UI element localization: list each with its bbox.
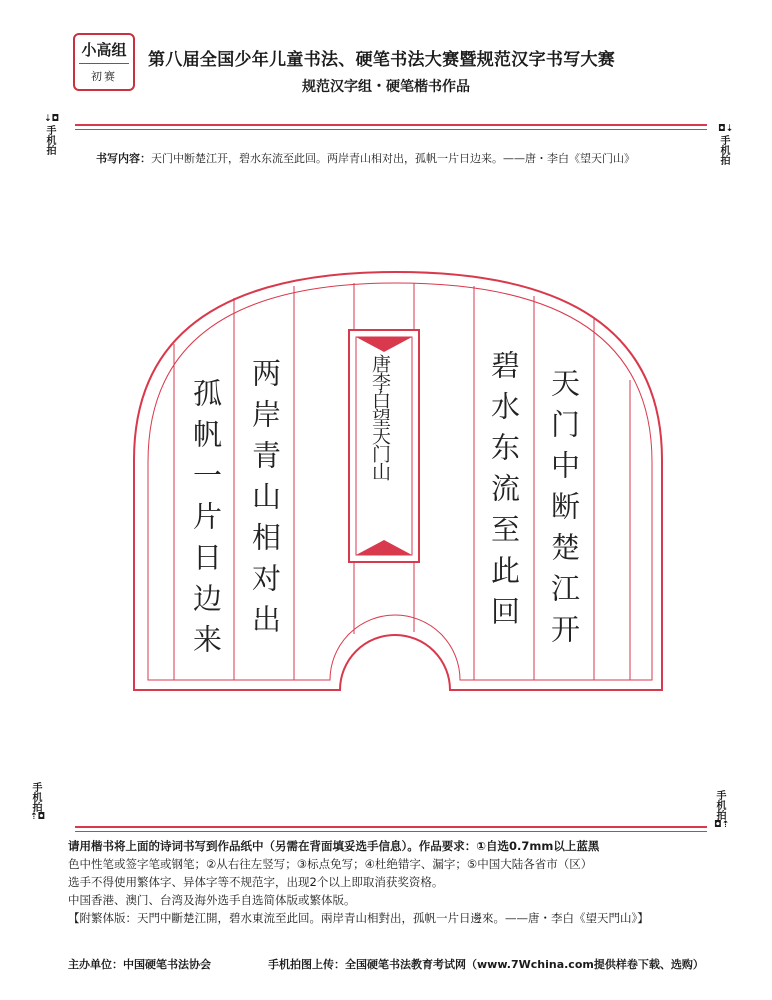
instructions-line-3: 选手不得使用繁体字、异体字等不规范字，出现2个以上即取消获奖资格。 — [68, 875, 444, 889]
camera-icon: ◘⇣ — [718, 124, 734, 134]
instructions-line-2: 色中性笔或签字笔或钢笔；②从右往左竖写；③标点免写；④杜绝错字、漏字；⑤中国大陆各省市（区） — [68, 857, 593, 871]
camera-icon: ⇣◘ — [44, 114, 60, 124]
content-text: 天门中断楚江开，碧水东流至此回。两岸青山相对出，孤帆一片日边来。——唐・李白《望天门山》 — [151, 152, 635, 165]
page-subtitle: 规范汉字组・硬笔楷书作品 — [302, 79, 470, 95]
instructions-line-4: 中国香港、澳门、台湾及海外选手自选简体版或繁体版。 — [68, 893, 356, 907]
footer-organizer: 主办单位：中国硬笔书法协会 — [68, 958, 211, 971]
bottom-rule-thin — [75, 831, 707, 832]
bottom-rule — [75, 826, 707, 828]
photo-mark-label: 手机拍 — [718, 135, 729, 165]
instructions — [68, 837, 708, 927]
photo-mark-label: 手机拍 — [30, 782, 41, 812]
artwork-signature: 唐李白望天门山 — [369, 354, 391, 480]
badge-group: 小高组 — [81, 41, 127, 59]
instructions-line-5: 【附繁体版：天門中斷楚江開，碧水東流至此回。兩岸青山相對出，孤帆一片日邊來。——唐・李白《望天門山》】 — [68, 911, 649, 925]
instructions-line-1: 请用楷书将上面的诗词书写到作品纸中（另需在背面填妥选手信息）。作品要求：①自选0.7mm以上蓝黑 — [68, 839, 600, 853]
camera-icon: ⇡◘ — [30, 812, 46, 822]
page-title: 第八届全国少年儿童书法、硬笔书法大赛暨规范汉字书写大赛 — [148, 50, 616, 70]
poem-column-1: 天门中断楚江开 — [547, 368, 581, 655]
footer-upload: 手机拍图上传：全国硬笔书法教育考试网（www.7Wchina.com提供样卷下载、选购） — [268, 958, 704, 971]
content-label: 书写内容： — [96, 152, 151, 165]
poem-column-4: 孤帆一片日边来 — [189, 378, 223, 665]
photo-mark-label: 手机拍 — [714, 790, 725, 820]
poem-column-2: 碧水东流至此回 — [487, 350, 521, 637]
camera-icon: ◘⇡ — [714, 820, 730, 830]
photo-mark-label: 手机拍 — [44, 125, 55, 155]
poem-column-3: 两岸青山相对出 — [248, 358, 282, 645]
badge-stage: 初赛 — [91, 70, 117, 83]
